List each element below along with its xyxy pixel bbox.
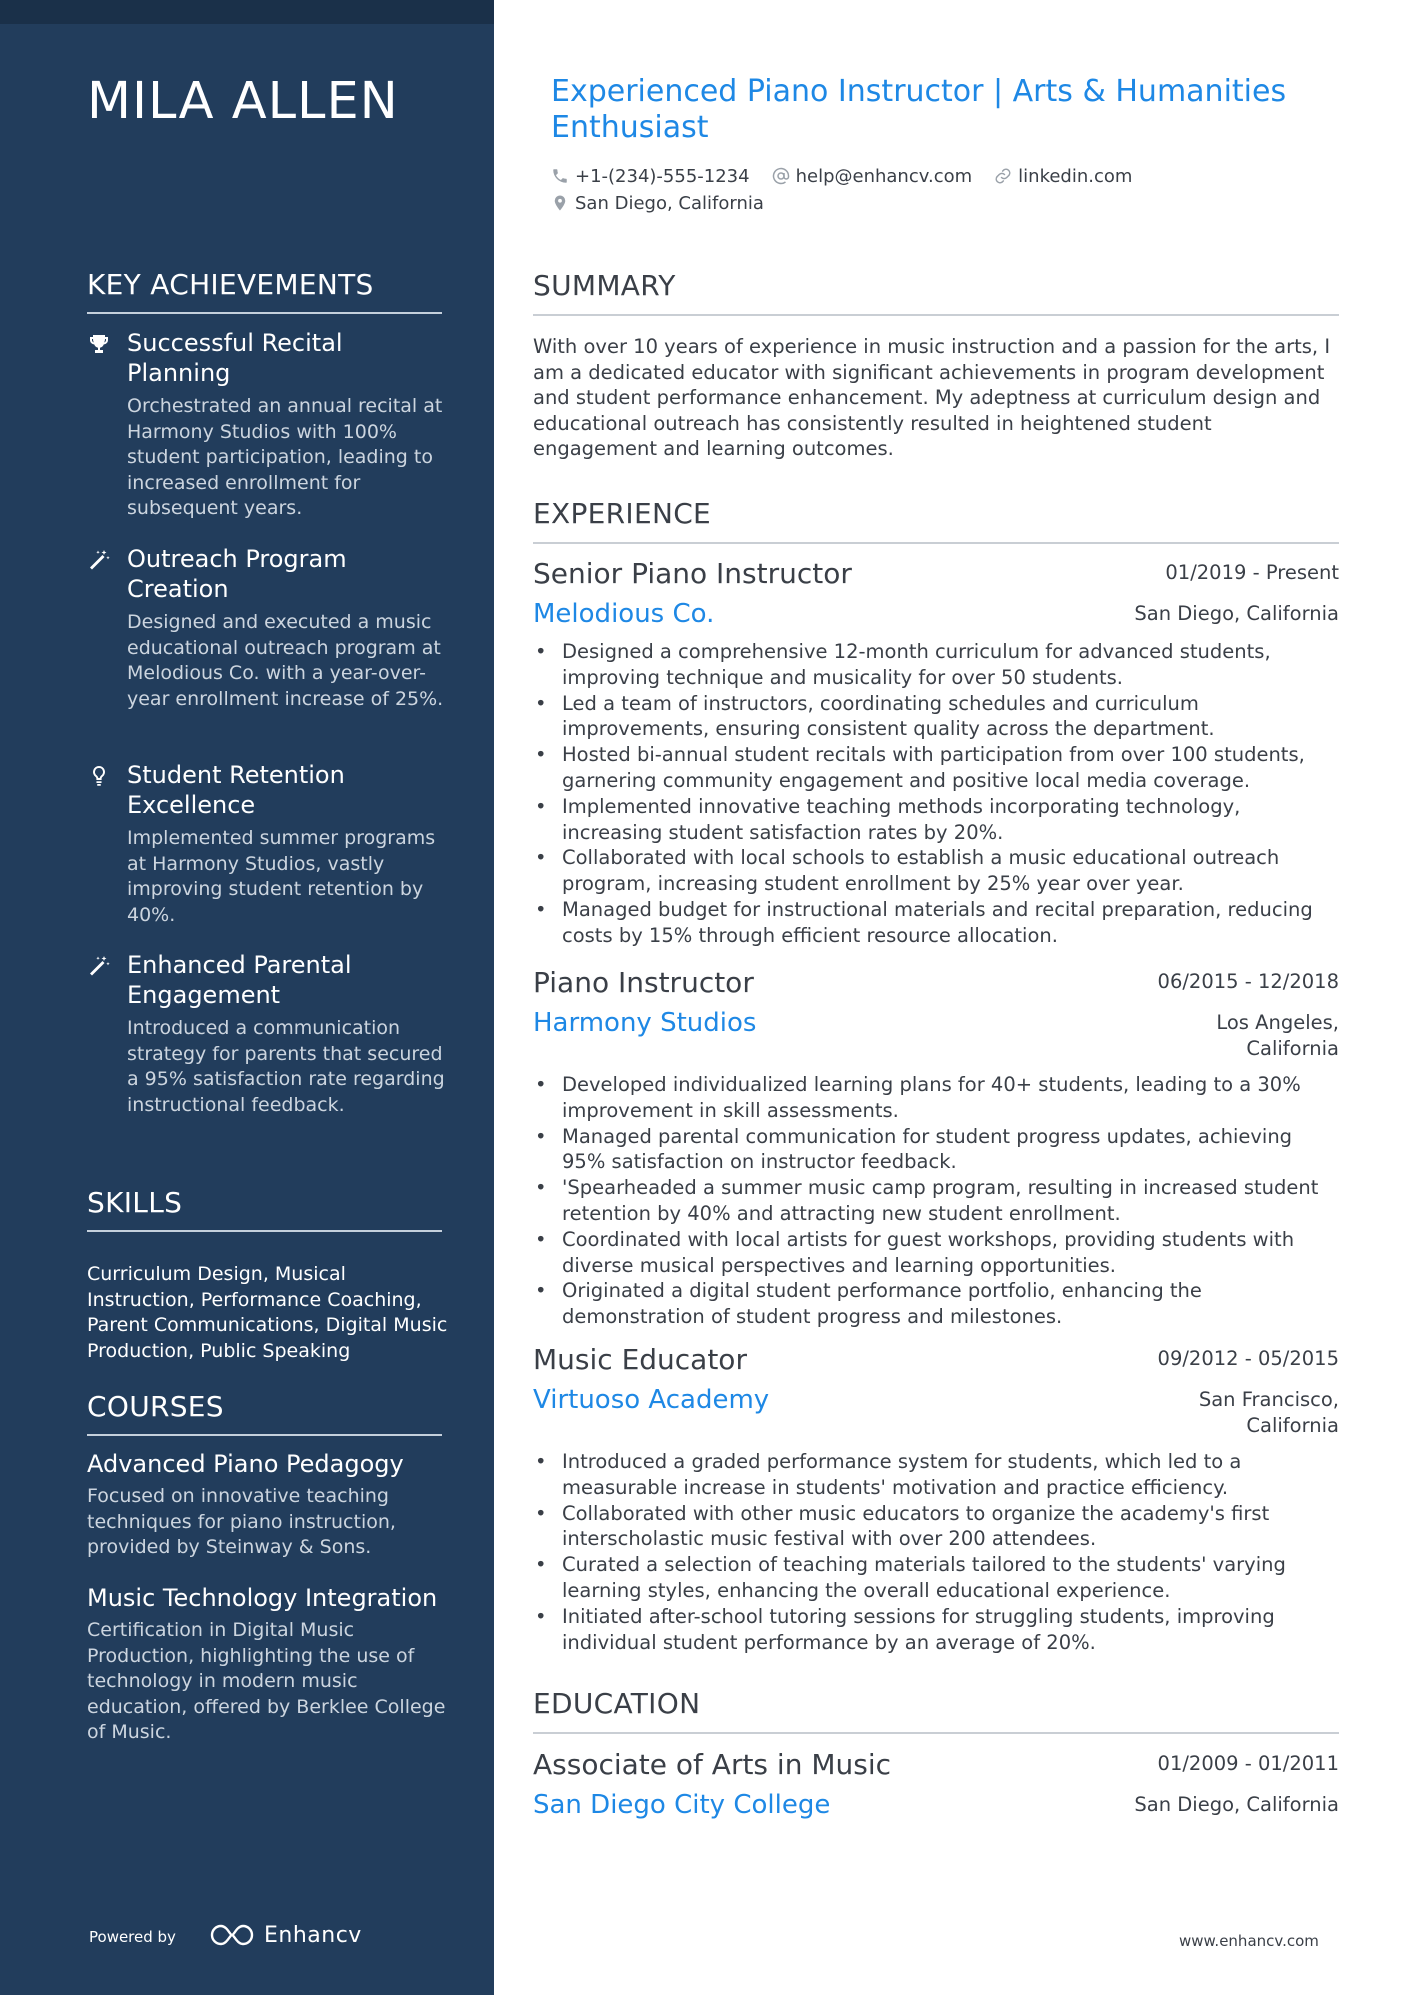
summary-text: With over 10 years of experience in music instruction and a passion for the arts, I am a dedicated educator with significant achievements in program development and student performance enhancement. My adeptness at curriculum design and educational outreach has consistently resulted in heightened student engagement and learning outcomes. xyxy=(533,335,1331,461)
achievement-title: Student Retention Excellence xyxy=(127,761,345,819)
trophy-icon xyxy=(87,332,113,358)
job-location: Los Angeles, California xyxy=(1216,1011,1339,1060)
job-location: San Diego, California xyxy=(1134,602,1339,625)
location-row xyxy=(551,191,786,215)
education-location: San Diego, California xyxy=(1134,1793,1339,1816)
course-item xyxy=(87,1583,457,1746)
job-location: San Francisco, California xyxy=(1198,1388,1339,1437)
achievement-title: Enhanced Parental Engagement xyxy=(127,951,352,1009)
bullet-item: • Originated a digital student performance portfolio, enhancing the demonstration of student progress and milestones. xyxy=(533,1278,1339,1330)
job-bullets xyxy=(533,639,1339,949)
job-dates: 06/2015 - 12/2018 xyxy=(1157,970,1339,993)
bullet-item: • Collaborated with other music educators to organize the academy's first interscholastic music festival with over 200 attendees. xyxy=(533,1501,1339,1553)
achievement-item xyxy=(87,950,447,1118)
summary-heading: SUMMARY xyxy=(533,269,1339,316)
bullet-item: • Designed a comprehensive 12-month curriculum for advanced students, improving technique and musicality for over 50 students. xyxy=(533,639,1339,691)
email-address: help@enhancv.com xyxy=(795,165,973,187)
professional-headline: Experienced Piano Instructor | Arts & Humanities Enthusiast xyxy=(551,74,1287,145)
bullet-item: • Hosted bi-annual student recitals with participation from over 100 students, garnering community engagement and positive local media coverage. xyxy=(533,742,1339,794)
phone-icon xyxy=(551,167,569,185)
email-contact[interactable] xyxy=(772,166,973,187)
education-entry xyxy=(533,1748,1339,1830)
company-name[interactable]: Harmony Studios xyxy=(533,1008,757,1038)
courses-heading: COURSES xyxy=(87,1390,442,1436)
education-dates: 01/2009 - 01/2011 xyxy=(1157,1752,1339,1775)
bullet-item: • 'Spearheaded a summer music camp program, resulting in increased student retention by 40% and attracting new student enrollment. xyxy=(533,1175,1339,1227)
job-bullets xyxy=(533,1449,1339,1655)
location-text: San Diego, California xyxy=(575,192,764,214)
bullet-item: • Implemented innovative teaching methods incorporating technology, increasing student satisfaction rates by 20%. xyxy=(533,794,1339,846)
job-title: Piano Instructor xyxy=(533,966,754,999)
experience-entry xyxy=(533,966,1339,1330)
key-achievements-heading: KEY ACHIEVEMENTS xyxy=(87,268,442,314)
footer-url[interactable]: www.enhancv.com xyxy=(1179,1932,1319,1950)
bullet-item: • Initiated after-school tutoring sessions for struggling students, improving individual student performance by an average of 20%. xyxy=(533,1604,1339,1656)
job-bullets xyxy=(533,1072,1339,1330)
course-title: Advanced Piano Pedagogy xyxy=(87,1450,404,1478)
course-description: Certification in Digital Music Production, highlighting the use of technology in modern music education, offered by Berklee College of Music. xyxy=(87,1619,446,1744)
job-dates: 09/2012 - 05/2015 xyxy=(1157,1347,1339,1370)
achievement-item xyxy=(87,328,447,522)
at-sign-icon xyxy=(772,167,790,185)
job-title: Music Educator xyxy=(533,1343,747,1376)
job-dates: 01/2019 - Present xyxy=(1165,561,1339,584)
bullet-item: • Managed parental communication for student progress updates, achieving 95% satisfaction on instructor feedback. xyxy=(533,1124,1339,1176)
experience-heading: EXPERIENCE xyxy=(533,497,1339,544)
skills-heading: SKILLS xyxy=(87,1186,442,1232)
achievement-description: Implemented summer programs at Harmony Studios, vastly improving student retention by 40%. xyxy=(127,827,436,926)
degree-title: Associate of Arts in Music xyxy=(533,1748,892,1781)
experience-entry xyxy=(533,1343,1339,1655)
location-contact xyxy=(551,193,764,214)
bullet-item: • Led a team of instructors, coordinating schedules and curriculum improvements, ensuring consistent quality across the department. xyxy=(533,691,1339,743)
lightbulb-icon xyxy=(87,764,113,790)
enhancv-logo[interactable] xyxy=(208,1915,362,1955)
candidate-name: MILA ALLEN xyxy=(87,72,399,131)
school-name[interactable]: San Diego City College xyxy=(533,1790,831,1820)
bullet-item: • Collaborated with local schools to establish a music educational outreach program, increasing student enrollment by 25% year over year. xyxy=(533,845,1339,897)
phone-contact[interactable] xyxy=(551,166,750,187)
bullet-item: • Curated a selection of teaching materials tailored to the students' varying learning styles, enhancing the overall educational experience. xyxy=(533,1552,1339,1604)
achievement-title: Outreach Program Creation xyxy=(127,545,347,603)
company-name[interactable]: Virtuoso Academy xyxy=(533,1385,770,1415)
sidebar-top-band xyxy=(0,0,494,24)
experience-entry xyxy=(533,557,1339,949)
bullet-item: • Coordinated with local artists for guest workshops, providing students with diverse musical perspectives and learning opportunities. xyxy=(533,1227,1339,1279)
education-heading: EDUCATION xyxy=(533,1687,1339,1734)
magic-wand-icon xyxy=(87,548,113,574)
achievement-description: Designed and executed a music educational outreach program at Melodious Co. with a year-over-year enrollment increase of 25%. xyxy=(127,611,444,710)
magic-wand-icon xyxy=(87,954,113,980)
course-item xyxy=(87,1449,457,1561)
achievement-description: Orchestrated an annual recital at Harmony Studios with 100% student participation, leading to increased enrollment for subsequent years. xyxy=(127,395,443,520)
course-description: Focused on innovative teaching techniques for piano instruction, provided by Steinway & Sons. xyxy=(87,1485,396,1559)
achievement-item xyxy=(87,544,447,712)
contact-row xyxy=(551,164,1154,188)
powered-by-label: Powered by xyxy=(89,1928,176,1946)
course-title: Music Technology Integration xyxy=(87,1584,438,1612)
enhancv-logo-icon xyxy=(208,1921,256,1949)
linkedin-url: linkedin.com xyxy=(1018,165,1133,187)
bullet-item: • Introduced a graded performance system for students, which led to a measurable increase in students' motivation and practice efficiency. xyxy=(533,1449,1339,1501)
brand-name: Enhancv xyxy=(264,1922,362,1948)
skills-list: Curriculum Design, Musical Instruction, Performance Coaching, Parent Communications, Digital Music Production, Public Speaking xyxy=(87,1263,448,1362)
phone-number: +1-(234)-555-1234 xyxy=(575,165,750,187)
achievement-title: Successful Recital Planning xyxy=(127,329,343,387)
bullet-item: • Managed budget for instructional materials and recital preparation, reducing costs by 15% through efficient resource allocation. xyxy=(533,897,1339,949)
bullet-item: • Developed individualized learning plans for 40+ students, leading to a 30% improvement in skill assessments. xyxy=(533,1072,1339,1124)
link-icon xyxy=(994,167,1012,185)
achievement-description: Introduced a communication strategy for parents that secured a 95% satisfaction rate regarding instructional feedback. xyxy=(127,1017,445,1116)
job-title: Senior Piano Instructor xyxy=(533,557,852,590)
location-pin-icon xyxy=(551,194,569,212)
achievement-item xyxy=(87,760,447,928)
linkedin-contact[interactable] xyxy=(994,166,1132,187)
company-name[interactable]: Melodious Co. xyxy=(533,599,715,629)
sidebar xyxy=(0,0,494,1995)
